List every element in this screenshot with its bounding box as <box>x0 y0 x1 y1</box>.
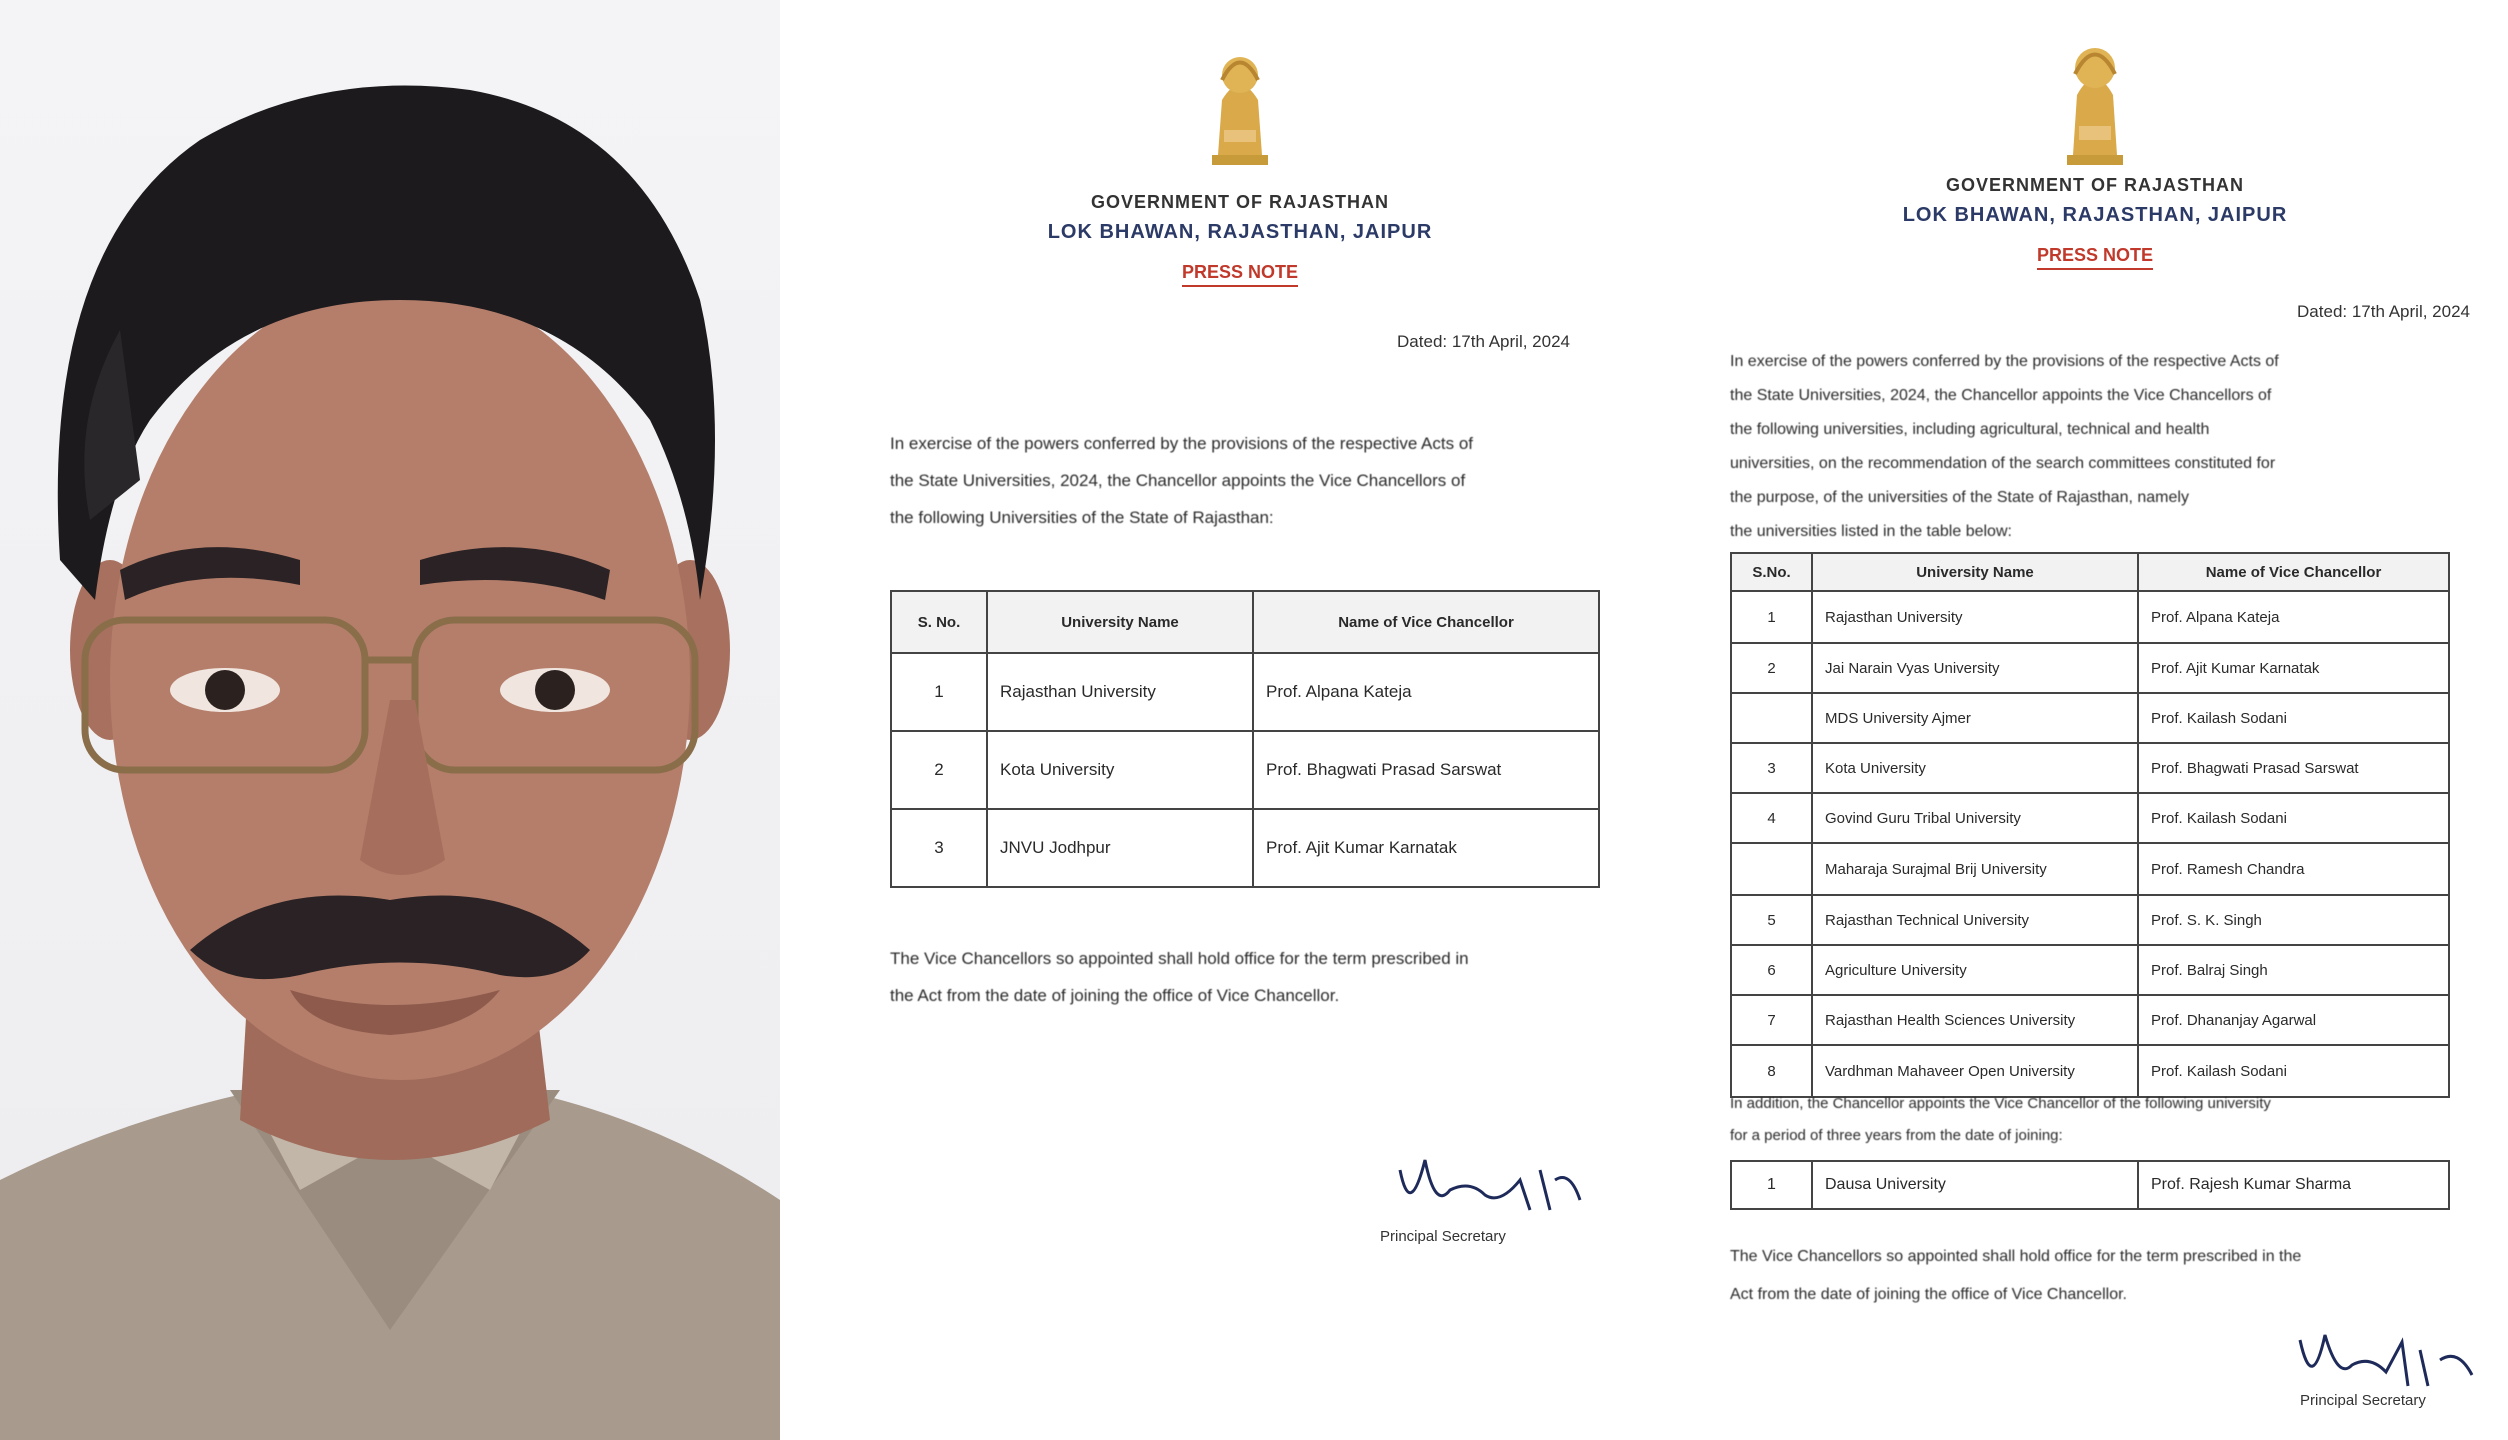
table-row <box>891 809 1599 887</box>
intro-paragraph <box>1730 345 2475 549</box>
header-cell: Name of Vice Chancellor <box>1253 591 1599 653</box>
table-row <box>891 731 1599 809</box>
intro-line: the purpose, of the universities of the State of Rajasthan, namely <box>1730 489 2189 506</box>
table-cell: Prof. Kailash Sodani <box>2138 1045 2449 1097</box>
table-cell: Vardhman Mahaveer Open University <box>1812 1045 2138 1097</box>
table-cell: 3 <box>891 809 987 887</box>
document-header <box>1700 175 2490 270</box>
table-cell: Kota University <box>1812 743 2138 793</box>
table-cell: Rajasthan Technical University <box>1812 895 2138 945</box>
table-cell: Govind Guru Tribal University <box>1812 793 2138 843</box>
state-emblem-icon <box>2055 30 2135 170</box>
table-cell <box>1731 843 1812 895</box>
table-cell: Agriculture University <box>1812 945 2138 995</box>
table-cell: Prof. Kailash Sodani <box>2138 793 2449 843</box>
table-cell: JNVU Jodhpur <box>987 809 1253 887</box>
additional-appointment-table <box>1730 1160 2450 1210</box>
header-cell: S.No. <box>1731 553 1812 591</box>
header-line-2: LOK BHAWAN, RAJASTHAN, JAIPUR <box>1047 221 1433 243</box>
table-cell: MDS University Ajmer <box>1812 693 2138 743</box>
table-cell: 6 <box>1731 945 1812 995</box>
table-row <box>1731 793 2449 843</box>
signatory-title: Principal Secretary <box>2300 1392 2426 1409</box>
intro-line: the following universities, including agricultural, technical and health <box>1730 421 2210 438</box>
intro-line: the following Universities of the State of Rajasthan: <box>890 508 1274 527</box>
header-line-2: LOK BHAWAN, RAJASTHAN, JAIPUR <box>1902 204 2288 226</box>
note-paragraph <box>1730 1088 2475 1152</box>
table-row <box>1731 591 2449 643</box>
table-cell: 7 <box>1731 995 1812 1045</box>
intro-line: the State Universities, 2024, the Chancellor appoints the Vice Chancellors of <box>1730 387 2272 404</box>
table-header-row <box>891 591 1599 653</box>
header-cell: University Name <box>1812 553 2138 591</box>
signature-icon <box>2290 1320 2480 1400</box>
appointments-table <box>890 590 1600 888</box>
header-line-1: GOVERNMENT OF RAJASTHAN <box>1945 175 2244 195</box>
header-cell: Name of Vice Chancellor <box>2138 553 2449 591</box>
table-cell: Rajasthan University <box>987 653 1253 731</box>
table-cell: Rajasthan Health Sciences University <box>1812 995 2138 1045</box>
table-cell: Prof. Ajit Kumar Karnatak <box>2138 643 2449 693</box>
table-row <box>891 653 1599 731</box>
document-date: Dated: 17th April, 2024 <box>2297 302 2470 321</box>
table-cell: Dausa University <box>1812 1161 2138 1209</box>
closing-paragraph <box>890 940 1590 1014</box>
table-cell: 2 <box>891 731 987 809</box>
table-cell: 8 <box>1731 1045 1812 1097</box>
table-cell: Kota University <box>987 731 1253 809</box>
table-cell: Prof. Balraj Singh <box>2138 945 2449 995</box>
table-cell: 3 <box>1731 743 1812 793</box>
document-header <box>860 192 1620 287</box>
intro-line: the universities listed in the table below: <box>1730 523 2012 540</box>
header-line-1: GOVERNMENT OF RAJASTHAN <box>1090 192 1389 212</box>
intro-paragraph <box>890 425 1590 536</box>
portrait-photo <box>0 0 780 1440</box>
intro-line: universities, on the recommendation of the search committees constituted for <box>1730 455 2276 472</box>
signature-icon <box>1390 1140 1590 1230</box>
table-cell: Prof. Ajit Kumar Karnatak <box>1253 809 1599 887</box>
table-row <box>1731 995 2449 1045</box>
table-cell: Prof. Bhagwati Prasad Sarswat <box>1253 731 1599 809</box>
document-date: Dated: 17th April, 2024 <box>1397 332 1570 351</box>
table-cell: Rajasthan University <box>1812 591 2138 643</box>
table-cell: Prof. S. K. Singh <box>2138 895 2449 945</box>
table-cell: Prof. Dhananjay Agarwal <box>2138 995 2449 1045</box>
intro-line: the State Universities, 2024, the Chancellor appoints the Vice Chancellors of <box>890 471 1466 490</box>
table-cell: 1 <box>891 653 987 731</box>
press-note-document-1 <box>860 20 1620 1270</box>
table-header-row <box>1731 553 2449 591</box>
closing-line: the Act from the date of joining the office of Vice Chancellor. <box>890 986 1340 1005</box>
table-row <box>1731 743 2449 793</box>
intro-line: In exercise of the powers conferred by the provisions of the respective Acts of <box>1730 353 2279 370</box>
table-cell: 5 <box>1731 895 1812 945</box>
table-row <box>1731 643 2449 693</box>
intro-line: In exercise of the powers conferred by the provisions of the respective Acts of <box>890 434 1474 453</box>
signatory-title: Principal Secretary <box>1380 1228 1506 1245</box>
header-line-3: PRESS NOTE <box>2037 245 2153 270</box>
table-row <box>1731 945 2449 995</box>
table-cell: Jai Narain Vyas University <box>1812 643 2138 693</box>
header-cell: University Name <box>987 591 1253 653</box>
appointments-table <box>1730 552 2450 1098</box>
table-row <box>1731 895 2449 945</box>
portrait-illustration <box>0 0 780 1440</box>
table-cell: Prof. Kailash Sodani <box>2138 693 2449 743</box>
table-row <box>1731 843 2449 895</box>
table-row <box>1731 693 2449 743</box>
closing-line: The Vice Chancellors so appointed shall hold office for the term prescribed in <box>890 949 1469 968</box>
closing-line: Act from the date of joining the office of Vice Chancellor. <box>1730 1286 2127 1303</box>
table-cell: Prof. Alpana Kateja <box>1253 653 1599 731</box>
header-line-3: PRESS NOTE <box>1182 262 1298 287</box>
table-cell: Prof. Ramesh Chandra <box>2138 843 2449 895</box>
header-cell: S. No. <box>891 591 987 653</box>
table-row <box>1731 1161 2449 1209</box>
closing-line: The Vice Chancellors so appointed shall hold office for the term prescribed in the <box>1730 1248 2302 1265</box>
press-note-document-2 <box>1700 20 2490 1420</box>
table-cell: Maharaja Surajmal Brij University <box>1812 843 2138 895</box>
table-cell: 2 <box>1731 643 1812 693</box>
table-cell: Prof. Bhagwati Prasad Sarswat <box>2138 743 2449 793</box>
table-cell: 1 <box>1731 1161 1812 1209</box>
table-cell: Prof. Rajesh Kumar Sharma <box>2138 1161 2449 1209</box>
table-cell <box>1731 693 1812 743</box>
note-line: for a period of three years from the date of joining: <box>1730 1127 2063 1144</box>
note-line: In addition, the Chancellor appoints the Vice Chancellor of the following university <box>1730 1095 2271 1112</box>
closing-paragraph <box>1730 1238 2475 1314</box>
table-cell: 1 <box>1731 591 1812 643</box>
table-cell: Prof. Alpana Kateja <box>2138 591 2449 643</box>
table-cell: 4 <box>1731 793 1812 843</box>
state-emblem-icon <box>1200 40 1280 170</box>
